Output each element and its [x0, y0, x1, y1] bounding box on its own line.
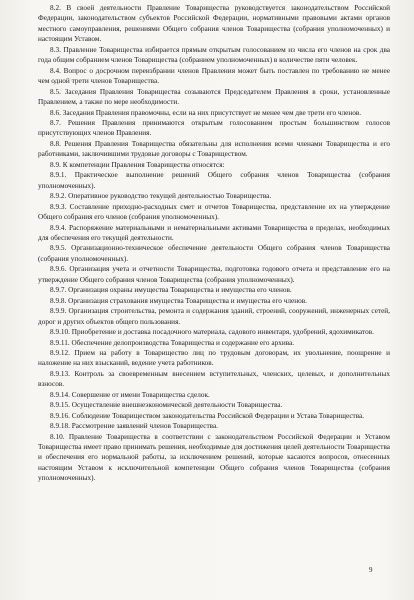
paragraph-8-9-1: 8.9.1. Практическое выполнение решений Общего собрания членов Товарищества (собрания уполномоченных). — [38, 171, 390, 190]
paragraph-8-9-11: 8.9.11. Обеспечение делопроизводства Товарищества и содержание его архива. — [50, 338, 295, 347]
paragraph-8-9-5: 8.9.5. Организационно-техническое обеспечение деятельности Общего собрания членов Товарищества (собрания уполномоченных). — [38, 244, 390, 263]
paragraph-8-9-12: 8.9.12. Прием на работу в Товарищество лиц по трудовым договорам, их увольнение, поощрение и наложение на них взысканий, ведение учета работников. — [38, 348, 390, 368]
paragraph-8-3: 8.3. Правление Товарищества избирается прямым открытым голосованием из числа его членов на срок два года общим собранием членов Товарищества (собранием уполномоченных) в количестве пяти человек. — [38, 45, 390, 65]
paragraph-8-9-6: 8.9.6. Организация учета и отчетности Товарищества, подготовка годового отчета и представление его на утверждение Общего собрания членов Товарищества (собрания уполномоченных). — [38, 265, 390, 284]
paragraph-8-9-18: 8.9.18. Рассмотрение заявлений членов Товарищества. — [50, 422, 218, 431]
paragraph-8-9-15: 8.9.15. Осуществление внешнеэкономической деятельности Товарищества. — [50, 401, 283, 410]
paragraph-8-10: 8.10. Правление Товарищества в соответствии с законодательством Российской Федерации и Уставом Товарищества имеет право принимать решения, необходимые для достижения целей деятельности Товарищества и обеспечения его нормальной работы, за исключением решений, которые касаются вопросов, отнесенных настоящим Уставом к исключительной компетенции Общего собрания членов Товарищества (собрания уполномоченных). — [38, 432, 390, 483]
paragraph-8-4: 8.4. Вопрос о досрочном переизбрании членов Правления может быть поставлен по требованию не менее чем одной трети членов Товарищества. — [38, 66, 390, 86]
paragraph-8-5: 8.5. Заседания Правления Товарищества созываются Председателем Правления в сроки, установленные Правлением, а также по мере необходимости. — [38, 87, 390, 107]
paragraph-8-9-4: 8.9.4. Распоряжение материальными и нематериальными активами Товарищества в пределах, необходимых для обеспечения его текущей деятельности. — [38, 223, 390, 242]
paragraph-8-9-3: 8.9.3. Составление приходно-расходных смет и отчетов Товарищества, представление их на утверждение Общего собрания его членов (собрания уполномоченных). — [38, 202, 390, 222]
paragraph-8-9-7: 8.9.7. Организация охраны имущества Товарищества и имущества его членов. — [50, 286, 292, 295]
paragraph-8-9: 8.9. К компетенции Правления Товарищества относятся: — [50, 160, 225, 169]
paragraph-8-9-10: 8.9.10. Приобретение и доставка посадочного материала, садового инвентаря, удобрений, ядохимикатов. — [50, 328, 374, 337]
paragraph-8-9-8: 8.9.8. Организация страхования имущества Товарищества и имущества его членов. — [50, 296, 307, 305]
paragraph-8-9-9: 8.9.9. Организация строительства, ремонта и содержания зданий, строений, сооружений, инженерных сетей, дорог и других объектов общего пользования. — [38, 307, 390, 326]
paragraph-8-9-16: 8.9.16. Соблюдение Товариществом законодательства Российской Федерации и Устава Товарищества. — [50, 411, 365, 420]
paragraph-8-6: 8.6. Заседания Правления правомочны, если на них присутствует не менее чем две трети его членов. — [50, 108, 362, 117]
page-number: 9 — [369, 566, 373, 574]
document-body — [38, 3, 390, 484]
paragraph-8-8: 8.8. Решения Правления Товарищества обязательны для исполнения всеми членами Товарищества и его работниками, заключившими трудовые договоры с Товариществом. — [38, 139, 390, 159]
paragraph-8-9-14: 8.9.14. Совершение от имени Товарищества сделок. — [50, 390, 210, 399]
paragraph-8-9-13: 8.9.13. Контроль за своевременным внесением вступительных, членских, целевых, и дополнительных взносов. — [38, 369, 390, 389]
paragraph-8-9-2: 8.9.2. Оперативное руководство текущей деятельностью Товарищества. — [50, 192, 272, 201]
paragraph-8-2: 8.2. В своей деятельности Правление Товарищества руководствуется законодательством Российской Федерации, законодательством субъектов Российской Федерации, нормативными правовыми актами органов местного самоуправления, решениями Общего собрания членов Товарищества (собрания уполномоченных) и настоящим Уставом. — [38, 4, 390, 44]
paragraph-8-7: 8.7. Решения Правления принимаются открытым голосованием простым большинством голосов присутствующих членов Правления. — [38, 118, 390, 138]
